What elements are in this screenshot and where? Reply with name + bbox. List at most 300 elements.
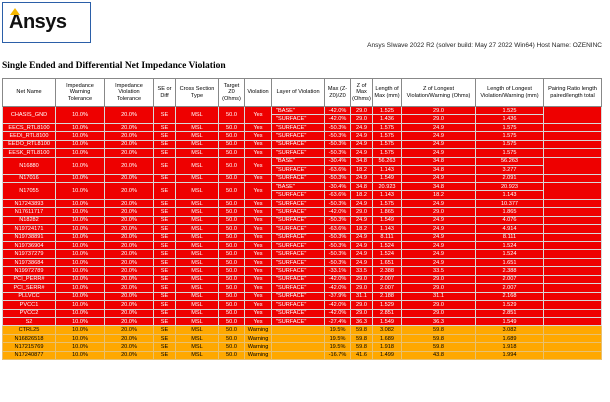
table-cell: 50.0 [219, 149, 245, 157]
table-row [3, 326, 602, 334]
table-cell: 3.082 [476, 326, 544, 334]
column-header: Z of Longest Violation/Warning (Ohms) [402, 79, 476, 107]
table-cell: 50.0 [219, 182, 245, 199]
table-row [3, 275, 602, 283]
table-cell: 24.9 [402, 199, 476, 207]
table-cell: 10.0% [56, 242, 105, 250]
table-cell [544, 351, 602, 359]
table-cell [544, 250, 602, 258]
table-cell: 24.9 [351, 149, 373, 157]
column-header: Cross Section Type [176, 79, 219, 107]
table-cell: 1.143 [476, 191, 544, 199]
table-cell: 50.0 [219, 174, 245, 182]
table-cell: SE [154, 351, 176, 359]
table-cell: EEDI_RTL8100 [3, 132, 56, 140]
table-cell: 50.0 [219, 225, 245, 233]
table-cell: MSL [176, 182, 219, 199]
table-cell: 20.0% [105, 174, 154, 182]
table-cell: 50.0 [219, 258, 245, 266]
table-cell [544, 267, 602, 275]
table-cell: Yes [245, 292, 272, 300]
table-cell [544, 123, 602, 131]
table-cell: "SURFACE" [272, 309, 325, 317]
build-info: Ansys SIwave 2022 R2 (solver build: May 27 2022 Win64) Host Name: OZENINC [367, 42, 602, 49]
table-cell: MSL [176, 123, 219, 131]
table-cell: Warning [245, 326, 272, 334]
table-cell: "BASE" [272, 157, 325, 165]
table-cell: 29.0 [402, 107, 476, 115]
table-cell: 24.9 [351, 123, 373, 131]
table-cell: 10.0% [56, 199, 105, 207]
table-cell [544, 292, 602, 300]
table-cell: N17611717 [3, 208, 56, 216]
table-cell: 10.0% [56, 208, 105, 216]
table-cell [544, 334, 602, 342]
table-cell: Warning [245, 351, 272, 359]
table-cell [544, 216, 602, 224]
table-cell: N17016 [3, 174, 56, 182]
table-cell: "SURFACE" [272, 149, 325, 157]
column-header: Impedance Violation Tolerance [105, 79, 154, 107]
table-cell [544, 225, 602, 233]
table-cell: EECS_RTL8100 [3, 123, 56, 131]
table-cell: 1.865 [476, 208, 544, 216]
table-cell: 29.0 [351, 208, 373, 216]
table-row [3, 216, 602, 224]
table-cell: 50.0 [219, 301, 245, 309]
table-cell: 24.9 [402, 250, 476, 258]
table-row [3, 199, 602, 207]
table-cell: MSL [176, 208, 219, 216]
table-cell: 19.5% [325, 334, 351, 342]
table-row [3, 301, 602, 309]
table-cell: 59.8 [351, 343, 373, 351]
ansys-logo [2, 2, 91, 43]
table-row [3, 267, 602, 275]
table-cell: "SURFACE" [272, 132, 325, 140]
table-cell: 31.1 [402, 292, 476, 300]
table-cell: Yes [245, 149, 272, 157]
table-cell: 50.0 [219, 326, 245, 334]
table-cell: 20.0% [105, 157, 154, 174]
table-cell: N18282 [3, 216, 56, 224]
table-cell [544, 317, 602, 325]
table-cell: 29.0 [351, 284, 373, 292]
table-cell [544, 208, 602, 216]
table-cell: 24.9 [402, 233, 476, 241]
table-cell: 29.0 [402, 208, 476, 216]
table-cell: 20.0% [105, 242, 154, 250]
column-header: Max (Z-Z0)/Z0 [325, 79, 351, 107]
column-header: Length of Max (mm) [373, 79, 402, 107]
table-cell: 50.0 [219, 317, 245, 325]
table-cell [544, 157, 602, 174]
table-cell: 56.263 [476, 157, 544, 165]
table-cell: MSL [176, 132, 219, 140]
table-cell: "SURFACE" [272, 317, 325, 325]
table-cell: 2.007 [373, 284, 402, 292]
table-cell: 24.9 [351, 140, 373, 148]
table-cell: MSL [176, 267, 219, 275]
table-cell: -63.6% [325, 225, 351, 233]
table-cell: 10.0% [56, 351, 105, 359]
table-cell: 1.575 [476, 132, 544, 140]
table-cell: 1.524 [476, 250, 544, 258]
table-cell: 10.0% [56, 317, 105, 325]
table-cell: 1.143 [373, 166, 402, 174]
table-cell: "SURFACE" [272, 233, 325, 241]
table-cell: 20.0% [105, 309, 154, 317]
table-cell [544, 107, 602, 124]
table-cell: 50.0 [219, 309, 245, 317]
table-cell: 20.0% [105, 199, 154, 207]
table-cell: 1.575 [373, 140, 402, 148]
table-cell: SE [154, 258, 176, 266]
table-cell: 1.918 [373, 343, 402, 351]
table-cell: 1.549 [373, 317, 402, 325]
table-cell: 20.923 [373, 182, 402, 190]
table-cell: 3.277 [476, 166, 544, 174]
table-cell: 24.9 [351, 250, 373, 258]
table-cell: 1.689 [476, 334, 544, 342]
table-row [3, 292, 602, 300]
table-row [3, 149, 602, 157]
table-cell: Warning [245, 343, 272, 351]
table-cell [544, 284, 602, 292]
table-cell: 10.0% [56, 140, 105, 148]
column-header: Violation [245, 79, 272, 107]
table-cell: Yes [245, 199, 272, 207]
table-cell: SE [154, 208, 176, 216]
table-cell: MSL [176, 140, 219, 148]
table-cell: 18.2 [351, 191, 373, 199]
table-cell: N19738891 [3, 233, 56, 241]
table-cell: MSL [176, 225, 219, 233]
table-cell: 1.549 [373, 216, 402, 224]
column-header: Z of Max (Ohms) [351, 79, 373, 107]
table-row [3, 317, 602, 325]
table-cell: 1.575 [476, 140, 544, 148]
table-cell: SE [154, 199, 176, 207]
table-cell: 59.8 [351, 326, 373, 334]
table-row [3, 334, 602, 342]
table-cell: Yes [245, 208, 272, 216]
table-cell: "SURFACE" [272, 267, 325, 275]
table-cell: 3.082 [373, 326, 402, 334]
table-cell: EEDO_RTL8100 [3, 140, 56, 148]
table-cell: -42.0% [325, 284, 351, 292]
table-cell: Yes [245, 267, 272, 275]
table-cell: 24.9 [402, 216, 476, 224]
table-cell: 2.851 [476, 309, 544, 317]
table-cell: MSL [176, 216, 219, 224]
table-cell: 50.0 [219, 123, 245, 131]
report-title: Single Ended and Differential Net Impedance Violation [2, 61, 226, 71]
table-cell: 18.2 [351, 166, 373, 174]
table-cell: 50.0 [219, 334, 245, 342]
table-cell: SE [154, 140, 176, 148]
table-cell: 20.0% [105, 123, 154, 131]
table-cell: 1.525 [373, 107, 402, 115]
table-cell: MSL [176, 199, 219, 207]
table-cell: 34.8 [402, 157, 476, 165]
table-cell: 34.8 [402, 182, 476, 190]
table-cell: 1.436 [476, 115, 544, 123]
table-cell: 10.0% [56, 123, 105, 131]
table-cell: 24.9 [351, 132, 373, 140]
table-cell: MSL [176, 275, 219, 283]
table-cell [544, 242, 602, 250]
table-cell: -50.3% [325, 123, 351, 131]
table-cell: 10.0% [56, 132, 105, 140]
table-cell: MSL [176, 233, 219, 241]
table-cell: CTRL25 [3, 326, 56, 334]
table-cell: 10.0% [56, 107, 105, 124]
table-cell: Yes [245, 242, 272, 250]
table-cell: 50.0 [219, 199, 245, 207]
table-cell: 50.0 [219, 233, 245, 241]
table-cell: 10.0% [56, 309, 105, 317]
table-cell: SE [154, 284, 176, 292]
table-cell: SE [154, 157, 176, 174]
table-cell: 8.111 [373, 233, 402, 241]
table-cell: 34.8 [351, 182, 373, 190]
table-cell: "SURFACE" [272, 242, 325, 250]
table-cell: 20.0% [105, 351, 154, 359]
table-cell: Yes [245, 216, 272, 224]
table-cell: -42.0% [325, 309, 351, 317]
table-cell: SE [154, 343, 176, 351]
table-cell: PCI_PERR# [3, 275, 56, 283]
table-cell: 10.0% [56, 149, 105, 157]
table-cell: 1.575 [373, 123, 402, 131]
table-row [3, 182, 602, 190]
table-cell: 24.9 [402, 123, 476, 131]
table-cell: "SURFACE" [272, 115, 325, 123]
table-cell: 1.529 [373, 301, 402, 309]
table-cell: 10.0% [56, 301, 105, 309]
table-cell: -42.0% [325, 208, 351, 216]
table-cell: 50.0 [219, 343, 245, 351]
table-cell: 24.9 [402, 132, 476, 140]
table-cell: 59.8 [402, 334, 476, 342]
table-cell: -50.3% [325, 132, 351, 140]
table-cell: 20.0% [105, 250, 154, 258]
table-cell: 29.0 [351, 309, 373, 317]
table-cell: 50.0 [219, 132, 245, 140]
table-cell [544, 174, 602, 182]
table-cell: "BASE" [272, 107, 325, 115]
table-cell: 19.5% [325, 343, 351, 351]
table-cell: -63.6% [325, 166, 351, 174]
table-row [3, 174, 602, 182]
table-cell: 4.914 [476, 225, 544, 233]
table-cell: 1.689 [373, 334, 402, 342]
table-cell: "SURFACE" [272, 140, 325, 148]
table-cell: -50.3% [325, 174, 351, 182]
column-header: Impedance Warning Tolerance [56, 79, 105, 107]
table-cell [272, 351, 325, 359]
table-cell: 20.0% [105, 233, 154, 241]
table-cell: 20.0% [105, 107, 154, 124]
table-cell [544, 275, 602, 283]
table-cell [544, 309, 602, 317]
table-cell: SE [154, 292, 176, 300]
table-cell: MSL [176, 334, 219, 342]
table-cell [272, 334, 325, 342]
table-cell: SE [154, 225, 176, 233]
table-cell: SE [154, 216, 176, 224]
table-cell: 2.091 [476, 174, 544, 182]
impedance-violation-table [2, 78, 602, 360]
table-cell: SE [154, 326, 176, 334]
table-cell: MSL [176, 292, 219, 300]
table-cell: -63.6% [325, 191, 351, 199]
table-cell: 31.1 [351, 292, 373, 300]
table-cell: 1.549 [373, 174, 402, 182]
table-cell: 1.143 [373, 191, 402, 199]
table-cell: 2.168 [476, 292, 544, 300]
table-cell: -50.3% [325, 199, 351, 207]
table-cell: "SURFACE" [272, 301, 325, 309]
table-cell: 24.9 [351, 233, 373, 241]
table-cell: -50.3% [325, 216, 351, 224]
table-cell: 24.9 [351, 242, 373, 250]
table-cell: SE [154, 182, 176, 199]
table-cell: 2.007 [476, 284, 544, 292]
table-cell: 24.9 [402, 174, 476, 182]
table-cell: 10.0% [56, 326, 105, 334]
table-cell: MSL [176, 343, 219, 351]
table-cell: -50.3% [325, 250, 351, 258]
table-cell: N19738684 [3, 258, 56, 266]
table-cell [544, 132, 602, 140]
table-cell: 2.007 [476, 275, 544, 283]
column-header: Length of Longest Violation/Warning (mm) [476, 79, 544, 107]
table-cell: PVCC2 [3, 309, 56, 317]
table-cell: 1.575 [373, 132, 402, 140]
table-cell: -50.3% [325, 140, 351, 148]
table-cell: 1.525 [476, 107, 544, 115]
table-cell: MSL [176, 258, 219, 266]
table-row [3, 309, 602, 317]
table-cell: 19.5% [325, 326, 351, 334]
table-cell: Yes [245, 174, 272, 182]
table-cell: "SURFACE" [272, 123, 325, 131]
table-cell: 2.388 [476, 267, 544, 275]
table-cell: -16.7% [325, 351, 351, 359]
table-cell: 24.9 [402, 140, 476, 148]
table-cell: 1.499 [373, 351, 402, 359]
table-cell: 29.0 [351, 115, 373, 123]
table-cell: SE [154, 250, 176, 258]
table-row [3, 225, 602, 233]
table-cell: SE [154, 267, 176, 275]
table-cell: 1.524 [373, 242, 402, 250]
table-row [3, 132, 602, 140]
table-cell: -42.0% [325, 115, 351, 123]
table-cell: 50.0 [219, 292, 245, 300]
table-cell: EESK_RTL8100 [3, 149, 56, 157]
table-cell: 24.9 [402, 225, 476, 233]
table-cell: 1.918 [476, 343, 544, 351]
table-cell: "SURFACE" [272, 258, 325, 266]
table-cell: CHASIS_GND [3, 107, 56, 124]
table-cell: 10.0% [56, 275, 105, 283]
table-cell: 50.0 [219, 351, 245, 359]
table-cell: Yes [245, 225, 272, 233]
table-cell [544, 149, 602, 157]
table-cell: 50.0 [219, 242, 245, 250]
table-cell [544, 140, 602, 148]
logo-text: Ansys [9, 11, 67, 34]
table-cell: 20.0% [105, 301, 154, 309]
table-cell: 20.0% [105, 334, 154, 342]
table-cell: 10.0% [56, 334, 105, 342]
table-cell [544, 326, 602, 334]
table-cell: 1.143 [373, 225, 402, 233]
table-cell: 43.8 [402, 351, 476, 359]
table-cell: 50.0 [219, 284, 245, 292]
table-cell: "BASE" [272, 182, 325, 190]
table-cell: 24.9 [351, 216, 373, 224]
table-header-row [3, 79, 602, 107]
table-cell: 10.0% [56, 225, 105, 233]
table-cell: 1.436 [373, 115, 402, 123]
table-cell: 10.0% [56, 284, 105, 292]
table-cell: 59.8 [351, 334, 373, 342]
table-cell: N17240877 [3, 351, 56, 359]
table-cell: -33.1% [325, 267, 351, 275]
table-cell: SE [154, 301, 176, 309]
table-cell: 20.0% [105, 225, 154, 233]
table-cell: SE [154, 275, 176, 283]
table-cell: 2.388 [373, 267, 402, 275]
table-cell: N16880 [3, 157, 56, 174]
table-cell: "SURFACE" [272, 174, 325, 182]
table-cell: MSL [176, 317, 219, 325]
table-cell: MSL [176, 242, 219, 250]
column-header: Target Z0 (Ohms) [219, 79, 245, 107]
table-cell: Yes [245, 275, 272, 283]
table-cell: 24.9 [351, 199, 373, 207]
table-cell: "SURFACE" [272, 292, 325, 300]
table-cell: 10.0% [56, 267, 105, 275]
table-row [3, 284, 602, 292]
table-cell: 24.9 [402, 258, 476, 266]
table-cell: Yes [245, 132, 272, 140]
table-cell [544, 258, 602, 266]
table-cell: "SURFACE" [272, 275, 325, 283]
table-cell: 10.0% [56, 157, 105, 174]
table-row [3, 242, 602, 250]
table-cell: "SURFACE" [272, 166, 325, 174]
table-cell: SE [154, 242, 176, 250]
table-cell: SE [154, 317, 176, 325]
table-cell: 50.0 [219, 157, 245, 174]
table-cell: 36.3 [402, 317, 476, 325]
table-row [3, 258, 602, 266]
table-cell: 29.0 [402, 301, 476, 309]
table-cell: MSL [176, 326, 219, 334]
table-cell: SE [154, 334, 176, 342]
table-cell: -50.3% [325, 258, 351, 266]
table-cell: 20.0% [105, 258, 154, 266]
table-row [3, 208, 602, 216]
table-cell: -37.9% [325, 292, 351, 300]
table-cell: 20.0% [105, 326, 154, 334]
table-cell: 10.0% [56, 250, 105, 258]
